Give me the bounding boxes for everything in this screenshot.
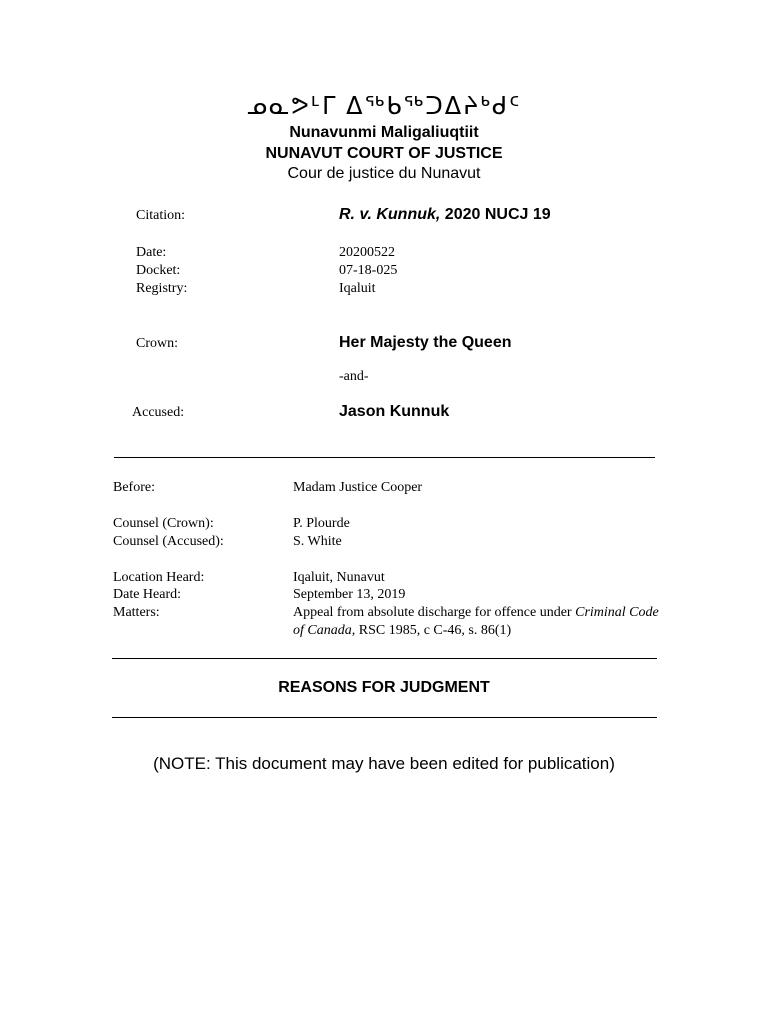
date-label: Date: [136, 245, 167, 260]
docket-value: 07-18-025 [339, 263, 398, 278]
case-reference: 2020 NUCJ 19 [440, 206, 551, 223]
before-label: Before: [113, 480, 155, 495]
publication-note: (NOTE: This document may have been edited for publication) [153, 754, 615, 773]
citation-value [339, 206, 551, 224]
date-value: 20200522 [339, 245, 395, 260]
location-heard-label: Location Heard: [113, 570, 205, 585]
divider-middle [112, 658, 657, 659]
court-name-english: NUNAVUT COURT OF JUSTICE [265, 145, 503, 162]
registry-label: Registry: [136, 281, 188, 296]
document-title: REASONS FOR JUDGMENT [278, 679, 490, 696]
divider-top [114, 457, 655, 458]
case-name: R. v. Kunnuk, [339, 206, 441, 223]
court-name-syllabics: ᓄᓇᕗᒻᒥ ᐃᖅᑲᖅᑐᐃᔨᒃᑯᑦ [246, 93, 522, 120]
accused-label: Accused: [132, 405, 185, 420]
date-heard-value: September 13, 2019 [293, 587, 406, 602]
location-heard-value: Iqaluit, Nunavut [293, 570, 385, 585]
accused-value: Jason Kunnuk [339, 403, 450, 420]
citation-label: Citation: [136, 208, 185, 223]
counsel-accused-value: S. White [293, 534, 342, 549]
crown-value: Her Majesty the Queen [339, 334, 512, 351]
matters-value [293, 604, 663, 640]
counsel-crown-label: Counsel (Crown): [113, 516, 214, 531]
court-name-inuinnaqtun: Nunavunmi Maligaliuqtiit [289, 124, 479, 141]
matters-label: Matters: [113, 605, 160, 620]
matters-statute: Criminal Code of Canada, [293, 605, 659, 638]
registry-value: Iqaluit [339, 281, 376, 296]
matters-text-2: RSC 1985, c C-46, s. 86(1) [355, 623, 512, 638]
and-separator: -and- [339, 369, 369, 384]
court-name-french: Cour de justice du Nunavut [287, 165, 481, 182]
docket-label: Docket: [136, 263, 181, 278]
matters-text-1: Appeal from absolute discharge for offence under [293, 605, 576, 620]
divider-bottom [112, 717, 657, 718]
before-value: Madam Justice Cooper [293, 480, 423, 495]
crown-label: Crown: [136, 336, 178, 351]
date-heard-label: Date Heard: [113, 587, 182, 602]
counsel-crown-value: P. Plourde [293, 516, 350, 531]
counsel-accused-label: Counsel (Accused): [113, 534, 224, 549]
